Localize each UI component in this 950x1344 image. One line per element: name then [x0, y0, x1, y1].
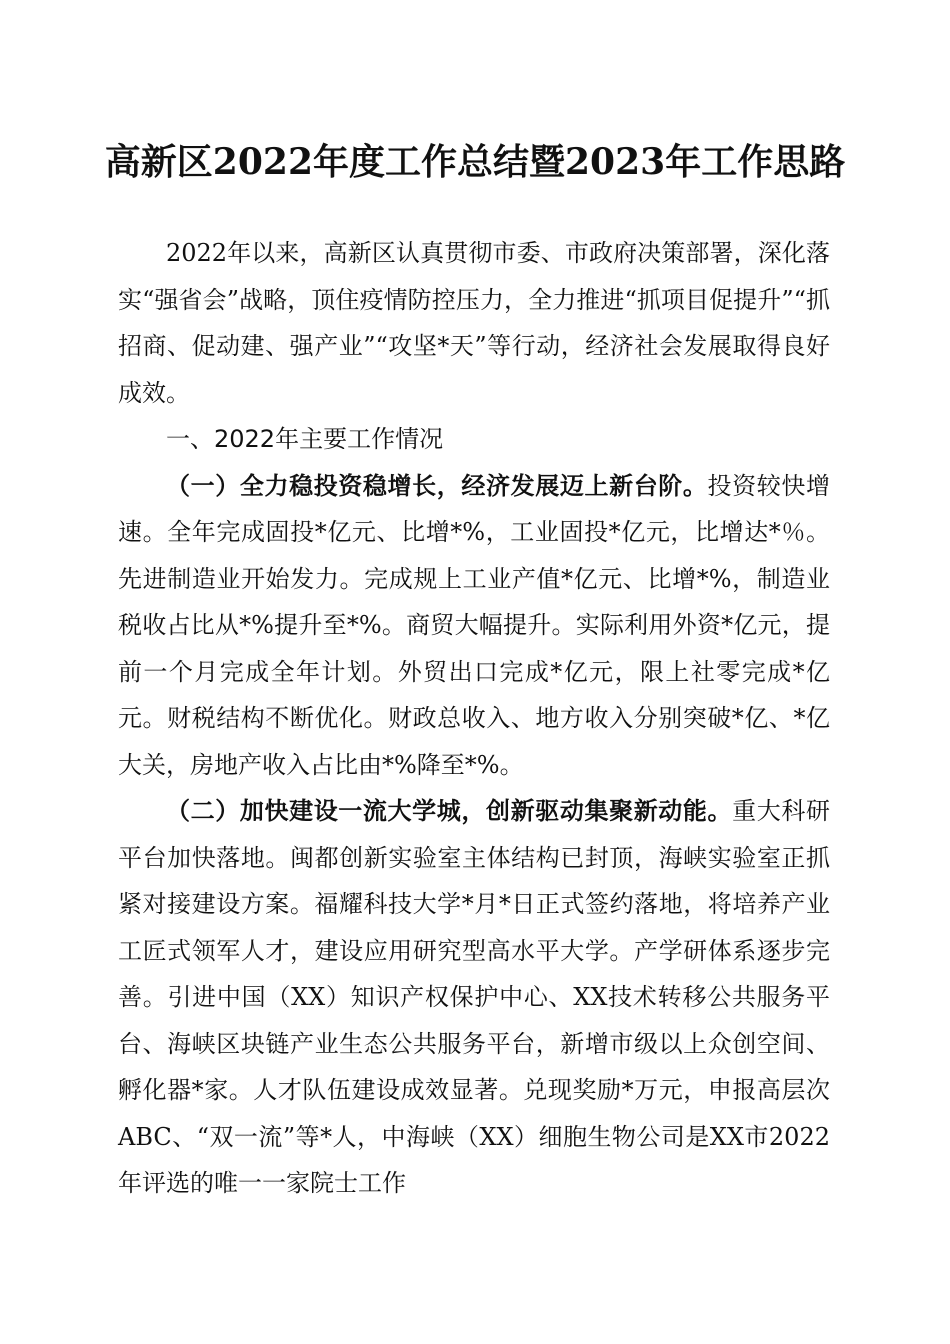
section-heading-1: 一、2022年主要工作情况 — [166, 425, 444, 453]
intro-paragraph: 2022年以来，高新区认真贯彻市委、市政府决策部署，深化落实“强省会”战略，顶住疫情防控压力，全力推进“抓项目促提升”“抓招商、促动建、强产业”“攻坚*天”等行动，经济社会发展取得良好成效。 — [118, 239, 830, 407]
subsection-paragraph-1 — [118, 463, 830, 789]
subsection-paragraph-2 — [118, 788, 830, 1207]
subsection-heading-2: （二）加快建设一流大学城，创新驱动集聚新动能。 — [166, 796, 733, 825]
subsection-body-2: 重大科研平台加快落地。闽都创新实验室主体结构已封顶，海峡实验室正抓紧对接建设方案。福耀科技大学*月*日正式签约落地，将培养产业工匠式领军人才，建设应用研究型高水平大学。产学研体系逐步完善。引进中国（XX）知识产权保护中心、XX技术转移公共服务平台、海峡区块链产业生态公共服务平台，新增市级以上众创空间、孵化器*家。人才队伍建设成效显著。兑现奖励*万元，申报高层次ABC、“双一流”等*人，中海峡（XX）细胞生物公司是XX市2022年评选的唯一一家院士工作 — [118, 797, 831, 1197]
document-body — [118, 230, 830, 1207]
document-title: 高新区2022年度工作总结暨2023年工作思路 — [104, 141, 846, 183]
subsection-body-1: 投资较快增速。全年完成固投*亿元、比增*%，工业固投*亿元，比增达*％。先进制造业开始发力。完成规上工业产值*亿元、比增*%，制造业税收占比从*%提升至*%。商贸大幅提升。实际利用外资*亿元，提前一个月完成全年计划。外贸出口完成*亿元，限上社零完成*亿元。财税结构不断优化。财政总收入、地方收入分别突破*亿、*亿大关，房地产收入占比由*%降至*%。 — [118, 471, 831, 779]
subsection-heading-1: （一）全力稳投资稳增长，经济发展迈上新台阶。 — [166, 470, 708, 500]
